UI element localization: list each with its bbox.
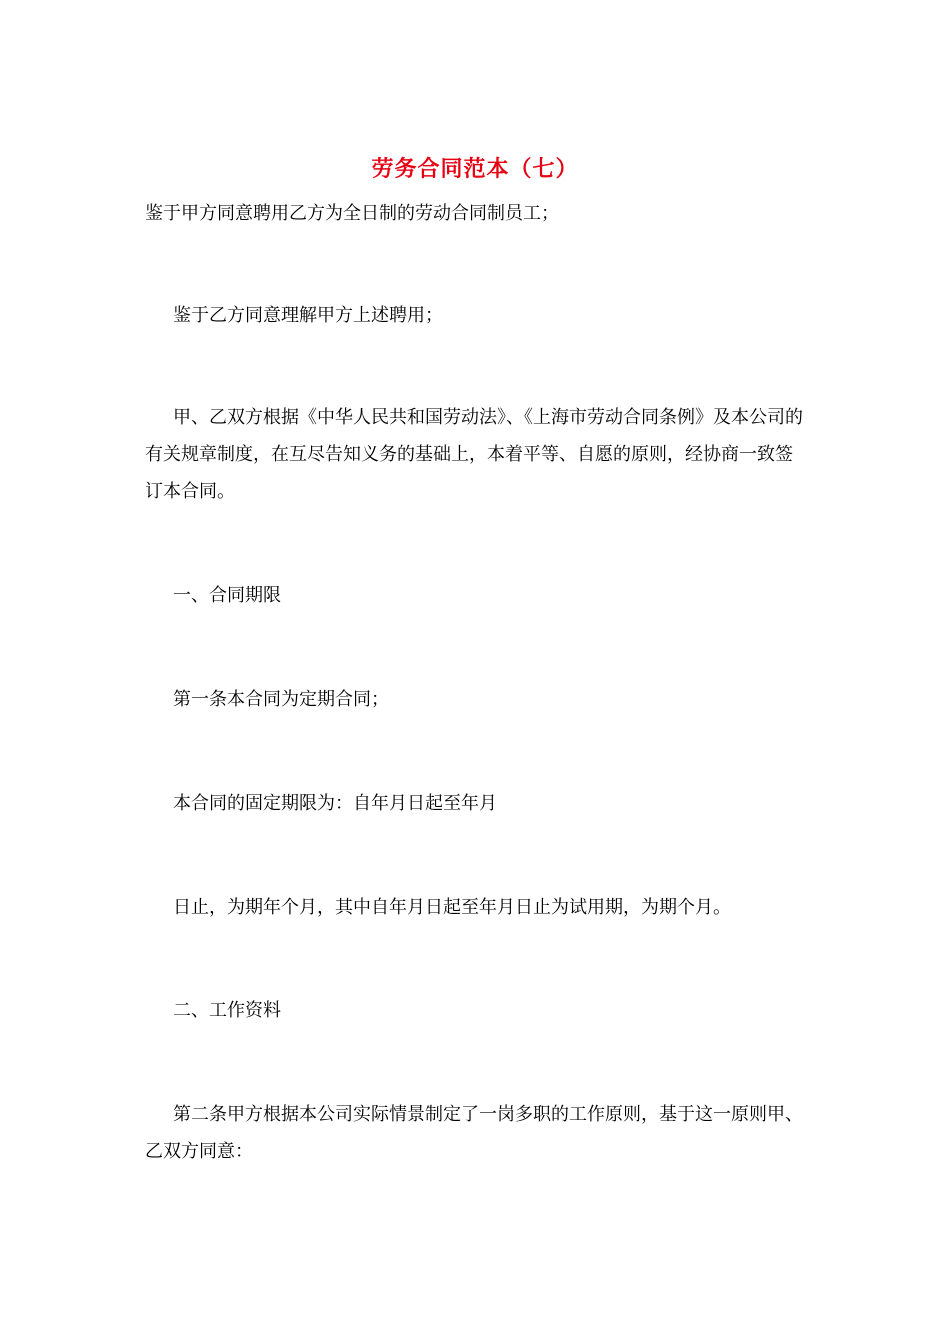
paragraph-3: 甲、乙双方根据《中华人民共和国劳动法》、《上海市劳动合同条例》及本公司的有关规章制度，在互尽告知义务的基础上，本着平等、自愿的原则，经协商一致签订本合同。 [145, 407, 803, 502]
paragraph-5: 本合同的固定期限为：自年月日起至年月 [173, 793, 497, 814]
document-title: 劳务合同范本（七） [371, 156, 579, 182]
paragraph-1: 鉴于甲方同意聘用乙方为全日制的劳动合同制员工； [145, 203, 559, 224]
section-heading-2: 二、工作资料 [173, 1000, 281, 1021]
paragraph-7: 第二条甲方根据本公司实际情景制定了一岗多职的工作原则，基于这一原则甲、乙双方同意： [145, 1104, 803, 1162]
paragraph-4: 第一条本合同为定期合同； [173, 689, 389, 710]
section-heading-1: 一、合同期限 [173, 585, 281, 606]
paragraph-6: 日止，为期年个月，其中自年月日起至年月日止为试用期，为期个月。 [173, 897, 731, 918]
paragraph-2: 鉴于乙方同意理解甲方上述聘用； [173, 305, 443, 326]
